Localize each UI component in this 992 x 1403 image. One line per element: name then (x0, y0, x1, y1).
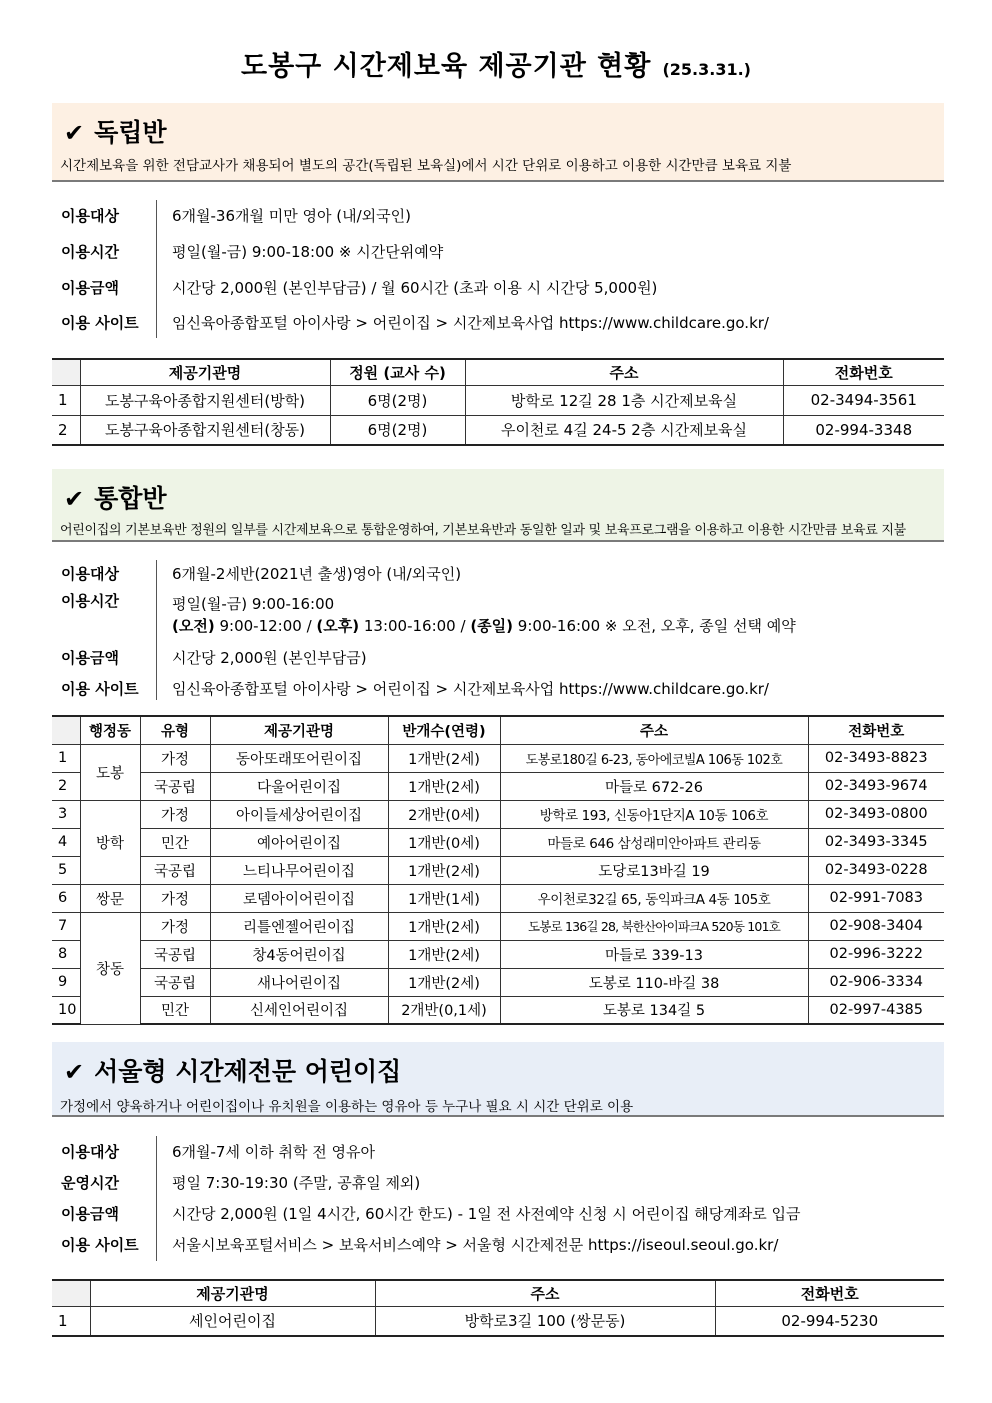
row-number: 7 (52, 912, 80, 940)
col-header: 주소 (375, 1280, 715, 1306)
cell-classes: 1개반(1세) (388, 884, 500, 912)
pm-label: (오후) (316, 617, 360, 635)
pm-time: 13:00-16:00 / (359, 617, 471, 635)
cell-address: 방학로 12길 28 1층 시간제보육실 (465, 385, 783, 415)
cell-name: 새나어린이집 (210, 968, 388, 996)
cell-type: 가정 (140, 800, 210, 828)
row-number: 10 (52, 996, 80, 1024)
info-value: 시간당 2,000원 (본인부담금) / 월 60시간 (초과 이용 시 시간당 5,000원) (172, 279, 658, 297)
cell-name: 느티나무어린이집 (210, 856, 388, 884)
cell-phone: 02-908-3404 (808, 912, 944, 940)
section-heading: 통합반 (94, 484, 167, 513)
info-value: 시간당 2,000원 (본인부담금) (172, 649, 367, 667)
info-value: 서울시보육포털서비스 > 보육서비스예약 > 서울형 시간제전문 https://iseoul.seoul.go.kr/ (172, 1236, 779, 1254)
allday-time: 9:00-16:00 ※ 오전, 오후, 종일 선택 예약 (513, 617, 796, 635)
cell-capacity: 6명(2명) (330, 415, 465, 445)
cell-classes: 1개반(0세) (388, 828, 500, 856)
table-row (52, 415, 944, 445)
cell-type: 국공립 (140, 856, 210, 884)
info-value: 임신육아종합포털 아이사랑 > 어린이집 > 시간제보육사업 https://www.childcare.go.kr/ (172, 314, 769, 332)
cell-type: 가정 (140, 912, 210, 940)
cell-address: 우이천로 4길 24-5 2층 시간제보육실 (465, 415, 783, 445)
cell-name: 세인어린이집 (90, 1306, 375, 1336)
row-number: 3 (52, 800, 80, 828)
cell-address: 도봉로 134길 5 (500, 996, 808, 1024)
row-number: 5 (52, 856, 80, 884)
cell-address: 도봉로 110-바길 38 (500, 968, 808, 996)
cell-name: 도봉구육아종합지원센터(방학) (80, 385, 330, 415)
cell-phone: 02-991-7083 (808, 884, 944, 912)
col-header: 전화번호 (783, 359, 944, 385)
col-header: 주소 (500, 716, 808, 744)
info-value-detail (172, 615, 796, 636)
row-number: 9 (52, 968, 80, 996)
cell-phone: 02-3493-0800 (808, 800, 944, 828)
title-text: 도봉구 시간제보육 제공기관 현황 (241, 51, 652, 82)
cell-phone: 02-3493-8823 (808, 744, 944, 772)
cell-address: 마들로 672-26 (500, 772, 808, 800)
section-integrated-header (52, 469, 944, 542)
cell-phone: 02-906-3334 (808, 968, 944, 996)
col-header: 제공기관명 (90, 1280, 375, 1306)
cell-capacity: 6명(2명) (330, 385, 465, 415)
cell-classes: 1개반(2세) (388, 940, 500, 968)
section-description: 가정에서 양육하거나 어린이집이나 유치원을 이용하는 영유아 등 누구나 필요 시 시간 단위로 이용 (60, 1099, 634, 1115)
info-value: 6개월-2세반(2021년 출생)영아 (내/외국인) (172, 565, 462, 583)
title-date: (25.3.31.) (662, 60, 751, 79)
cell-address: 도당로13바길 19 (500, 856, 808, 884)
info-label: 이용대상 (61, 565, 119, 583)
section3-info (52, 1136, 944, 1261)
col-header: 제공기관명 (80, 359, 330, 385)
info-label: 이용시간 (61, 243, 119, 261)
table-row (52, 772, 944, 800)
page-title (0, 44, 992, 83)
cell-address: 도봉로180길 6-23, 동아에코빌A 106동 102호 (500, 744, 808, 772)
cell-type: 가정 (140, 744, 210, 772)
table-row (52, 800, 944, 828)
col-header (52, 716, 80, 744)
check-icon: ✔ (64, 119, 85, 147)
col-header: 제공기관명 (210, 716, 388, 744)
cell-phone: 02-997-4385 (808, 996, 944, 1024)
section-seoul-header (52, 1042, 944, 1117)
table-row (52, 1306, 944, 1336)
table-row (52, 744, 944, 772)
cell-phone: 02-3493-0228 (808, 856, 944, 884)
cell-name: 동아또래또어린이집 (210, 744, 388, 772)
cell-type: 국공립 (140, 940, 210, 968)
cell-phone: 02-3494-3561 (783, 385, 944, 415)
cell-dong: 도봉 (80, 744, 140, 800)
table-row (52, 996, 944, 1024)
am-label: (오전) (172, 617, 215, 635)
col-header: 정원 (교사 수) (330, 359, 465, 385)
cell-address: 마들로 339-13 (500, 940, 808, 968)
cell-name: 아이들세상어린이집 (210, 800, 388, 828)
table-row (52, 884, 944, 912)
info-label: 이용대상 (61, 1143, 119, 1161)
cell-address: 방학로 193, 신동아1단지A 10동 106호 (500, 800, 808, 828)
cell-type: 민간 (140, 996, 210, 1024)
cell-type: 민간 (140, 828, 210, 856)
check-icon: ✔ (64, 1058, 85, 1086)
section-heading: 서울형 시간제전문 어린이집 (94, 1057, 402, 1086)
cell-dong: 방학 (80, 800, 140, 884)
section1-table (52, 358, 944, 446)
col-header: 반개수(연령) (388, 716, 500, 744)
cell-type: 국공립 (140, 772, 210, 800)
row-number: 1 (52, 1306, 90, 1336)
info-label: 이용 사이트 (61, 1236, 139, 1254)
cell-name: 로뎀아이어린이집 (210, 884, 388, 912)
check-icon: ✔ (64, 485, 85, 513)
section2-table (52, 715, 944, 1025)
table-row (52, 856, 944, 884)
section-description: 시간제보육을 위한 전담교사가 채용되어 별도의 공간(독립된 보육실)에서 시간 단위로 이용하고 이용한 시간만큼 보육료 지불 (60, 158, 792, 174)
info-value: 임신육아종합포털 아이사랑 > 어린이집 > 시간제보육사업 https://www.childcare.go.kr/ (172, 680, 769, 698)
col-header: 전화번호 (808, 716, 944, 744)
info-label: 이용시간 (61, 592, 119, 610)
info-label: 운영시간 (61, 1174, 119, 1192)
table-row (52, 940, 944, 968)
col-header: 전화번호 (715, 1280, 944, 1306)
info-label: 이용 사이트 (61, 680, 139, 698)
cell-address: 방학로3길 100 (쌍문동) (375, 1306, 715, 1336)
cell-classes: 1개반(2세) (388, 856, 500, 884)
cell-type: 국공립 (140, 968, 210, 996)
section3-table (52, 1279, 944, 1337)
cell-name: 예아어린이집 (210, 828, 388, 856)
cell-phone: 02-3493-3345 (808, 828, 944, 856)
col-header: 유형 (140, 716, 210, 744)
cell-phone: 02-994-3348 (783, 415, 944, 445)
info-label: 이용금액 (61, 1205, 119, 1223)
section1-info (52, 200, 944, 340)
section-heading: 독립반 (94, 118, 167, 147)
table-row (52, 385, 944, 415)
row-number: 1 (52, 744, 80, 772)
divider (156, 560, 157, 700)
cell-phone: 02-994-5230 (715, 1306, 944, 1336)
cell-classes: 1개반(2세) (388, 772, 500, 800)
cell-name: 신세인어린이집 (210, 996, 388, 1024)
cell-name: 다울어린이집 (210, 772, 388, 800)
info-value: 6개월-36개월 미만 영아 (내/외국인) (172, 207, 411, 225)
info-label: 이용금액 (61, 649, 119, 667)
allday-label: (종일) (470, 617, 514, 635)
am-time: 9:00-12:00 / (214, 617, 317, 635)
cell-address: 마들로 646 삼성래미안아파트 관리동 (500, 828, 808, 856)
cell-classes: 1개반(2세) (388, 744, 500, 772)
row-number: 2 (52, 772, 80, 800)
col-header: 주소 (465, 359, 783, 385)
cell-dong: 창동 (80, 912, 140, 1024)
cell-address: 도봉로 136길 28, 북한산아이파크A 520동 101호 (500, 912, 808, 940)
table-row (52, 968, 944, 996)
info-value: 시간당 2,000원 (1일 4시간, 60시간 한도) - 1일 전 사전예약 신청 시 어린이집 해당계좌로 입금 (172, 1205, 801, 1223)
col-header: 행정동 (80, 716, 140, 744)
info-label: 이용금액 (61, 279, 119, 297)
cell-classes: 1개반(2세) (388, 912, 500, 940)
row-number: 6 (52, 884, 80, 912)
row-number: 1 (52, 385, 80, 415)
cell-phone: 02-3493-9674 (808, 772, 944, 800)
cell-classes: 1개반(2세) (388, 968, 500, 996)
info-value: 평일(월-금) 9:00-16:00 (172, 595, 335, 613)
info-value: 6개월-7세 이하 취학 전 영유아 (172, 1143, 375, 1161)
table-row (52, 828, 944, 856)
section2-info (52, 560, 944, 700)
cell-name: 리틀엔젤어린이집 (210, 912, 388, 940)
table-row (52, 912, 944, 940)
cell-type: 가정 (140, 884, 210, 912)
cell-address: 우이천로32길 65, 동익파크A 4동 105호 (500, 884, 808, 912)
section-description: 어린이집의 기본보육반 정원의 일부를 시간제보육으로 통합운영하여, 기본보육반과 동일한 일과 및 보육프로그램을 이용하고 이용한 시간만큼 보육료 지불 (60, 523, 906, 538)
col-header (52, 359, 80, 385)
divider (156, 200, 157, 338)
cell-dong: 쌍문 (80, 884, 140, 912)
info-value: 평일(월-금) 9:00-18:00 ※ 시간단위예약 (172, 243, 444, 261)
cell-classes: 2개반(0세) (388, 800, 500, 828)
cell-classes: 2개반(0,1세) (388, 996, 500, 1024)
cell-name: 창4동어린이집 (210, 940, 388, 968)
info-value: 평일 7:30-19:30 (주말, 공휴일 제외) (172, 1174, 421, 1192)
row-number: 4 (52, 828, 80, 856)
row-number: 8 (52, 940, 80, 968)
info-label: 이용대상 (61, 207, 119, 225)
section-independent-header (52, 103, 944, 182)
col-header (52, 1280, 90, 1306)
info-label: 이용 사이트 (61, 314, 139, 332)
row-number: 2 (52, 415, 80, 445)
cell-phone: 02-996-3222 (808, 940, 944, 968)
cell-name: 도봉구육아종합지원센터(창동) (80, 415, 330, 445)
divider (156, 1136, 157, 1261)
